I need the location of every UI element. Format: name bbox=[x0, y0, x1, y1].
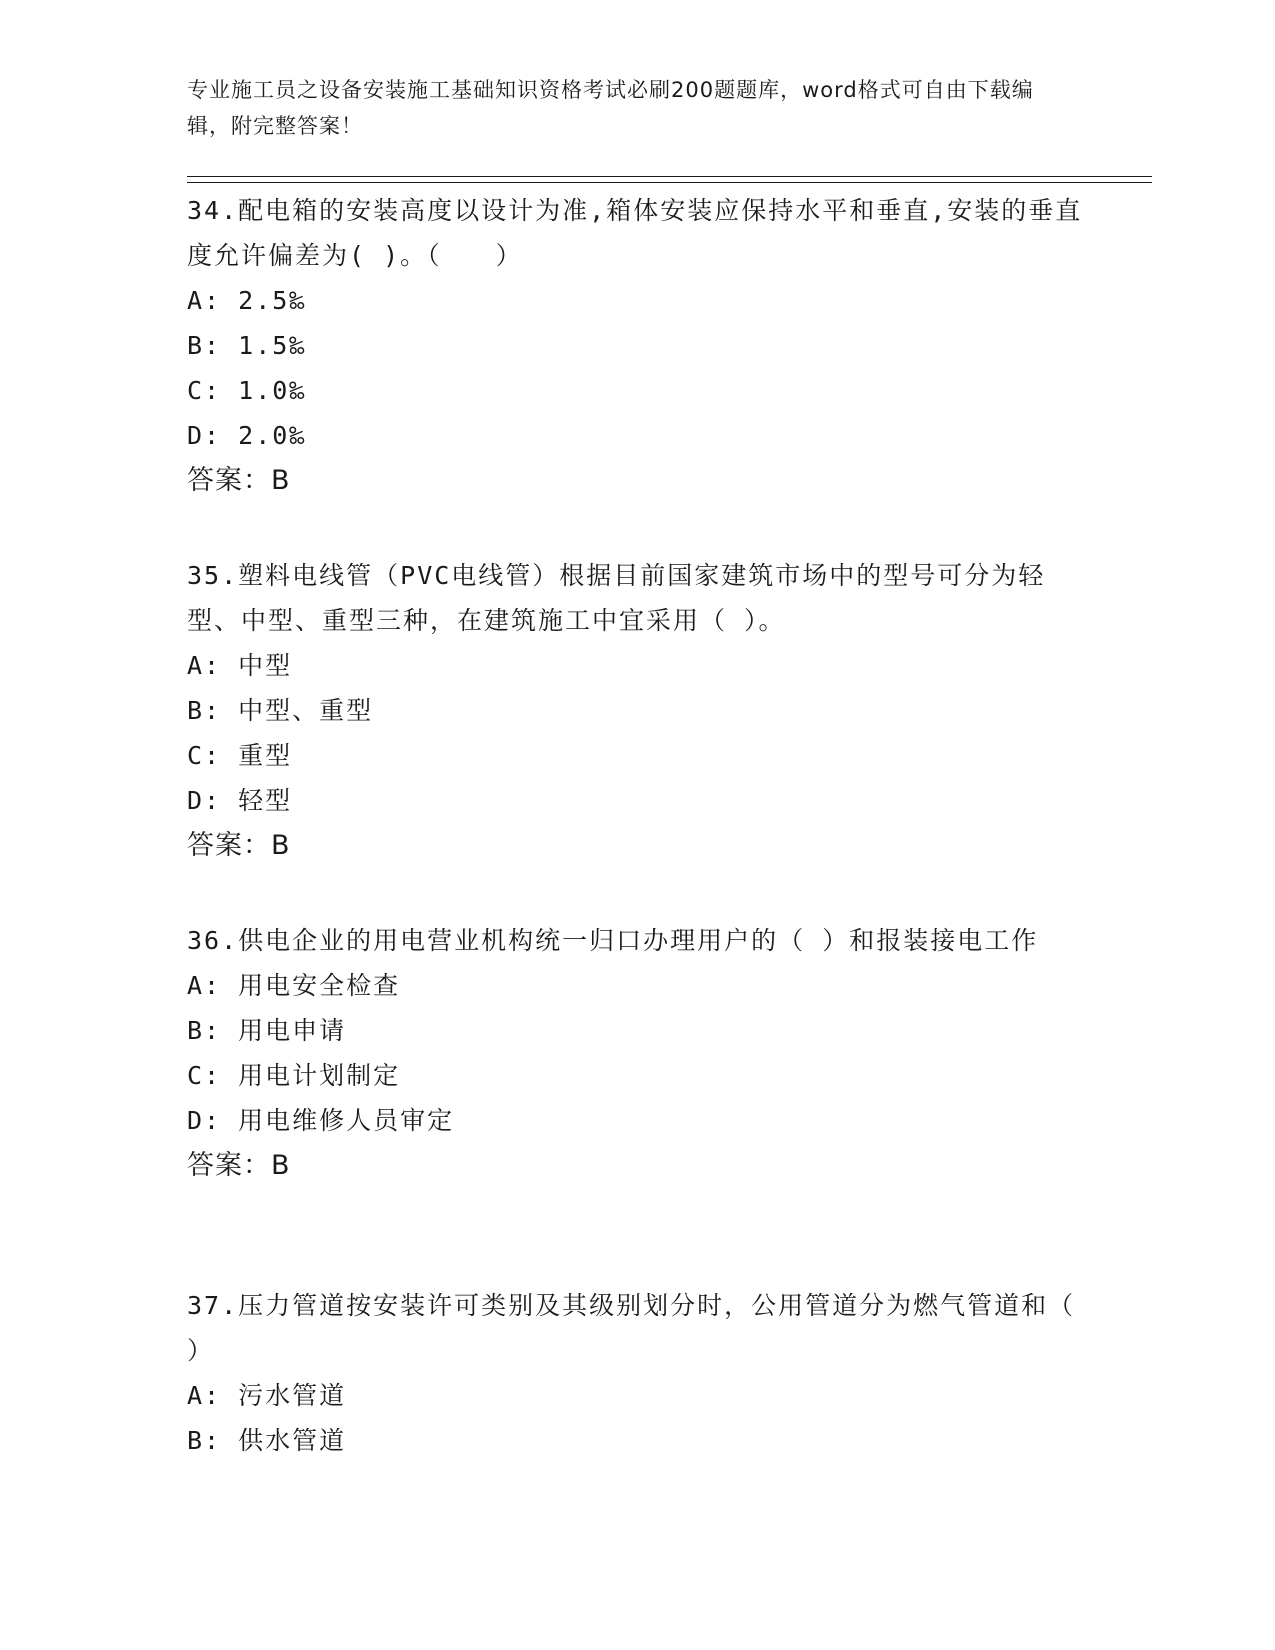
option-b: B: 中型、重型 bbox=[187, 696, 374, 725]
answer: 答案：B bbox=[187, 830, 291, 861]
option-b: B: 用电申请 bbox=[187, 1016, 347, 1045]
question-stem: 34.配电箱的安装高度以设计为准,箱体安装应保持水平和垂直,安装的垂直度允许偏差为( )。（ ） bbox=[187, 196, 1083, 270]
option-d: D: 2.0‰ bbox=[187, 421, 307, 450]
question-35 bbox=[187, 553, 1087, 868]
question-stem: 36.供电企业的用电营业机构统一归口办理用户的（ ）和报装接电工作 bbox=[187, 926, 1039, 955]
question-37 bbox=[187, 1283, 1087, 1463]
question-34 bbox=[187, 188, 1087, 503]
option-b: B: 1.5‰ bbox=[187, 331, 307, 360]
option-a: A: 中型 bbox=[187, 651, 293, 680]
option-c: C: 重型 bbox=[187, 741, 293, 770]
answer: 答案：B bbox=[187, 1150, 291, 1181]
question-36 bbox=[187, 918, 1087, 1188]
option-b: B: 供水管道 bbox=[187, 1426, 347, 1455]
option-a: A: 用电安全检查 bbox=[187, 971, 401, 1000]
option-a: A: 2.5‰ bbox=[187, 286, 307, 315]
option-c: C: 用电计划制定 bbox=[187, 1061, 401, 1090]
option-c: C: 1.0‰ bbox=[187, 376, 307, 405]
header-divider-bottom bbox=[187, 182, 1152, 183]
header-divider-top bbox=[187, 176, 1152, 177]
question-stem: 37.压力管道按安装许可类别及其级别划分时，公用管道分为燃气管道和（ ） bbox=[187, 1291, 1076, 1365]
answer: 答案：B bbox=[187, 465, 291, 496]
document-header: 专业施工员之设备安装施工基础知识资格考试必刷200题题库，word格式可自由下载编辑，附完整答案！ bbox=[187, 78, 1034, 138]
question-stem: 35.塑料电线管（PVC电线管）根据目前国家建筑市场中的型号可分为轻型、中型、重型三种，在建筑施工中宜采用（ ）。 bbox=[187, 561, 1046, 635]
option-a: A: 污水管道 bbox=[187, 1381, 347, 1410]
option-d: D: 用电维修人员审定 bbox=[187, 1106, 455, 1135]
option-d: D: 轻型 bbox=[187, 786, 293, 815]
